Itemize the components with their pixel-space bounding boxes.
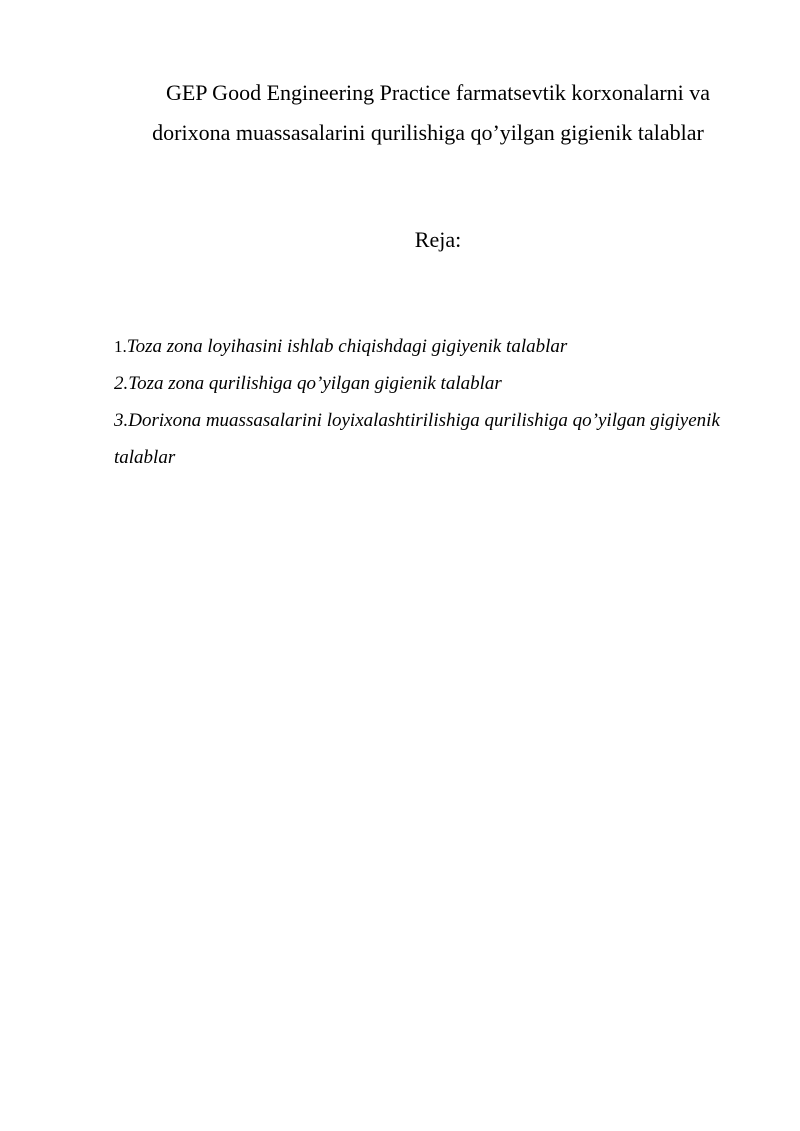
- document-title-line-2: dorixona muassasalarini qurilishiga qo’yilgan gigienik talablar: [152, 120, 704, 145]
- plan-item-3: [114, 402, 734, 476]
- document-title-line-1: GEP Good Engineering Practice farmatsevtik korxonalarni va: [165, 80, 711, 105]
- plan-item-number: 3.: [114, 410, 129, 431]
- plan-item-text: Toza zona loyihasini ishlab chiqishdagi gigiyenik talablar: [126, 336, 568, 357]
- plan-item-1: [114, 328, 754, 365]
- plan-item-text: Dorixona muassasalarini loyixalashtirilishiga qurilishiga qo’yilgan gigiyenik talablar: [114, 410, 720, 468]
- plan-heading: Reja:: [414, 227, 462, 252]
- plan-item-2: [114, 365, 754, 402]
- plan-item-text: Toza zona qurilishiga qo’yilgan gigienik talablar: [128, 373, 502, 394]
- plan-item-number: 2.: [114, 373, 129, 394]
- plan-item-number: 1.: [114, 337, 127, 356]
- plan-list: [114, 328, 754, 476]
